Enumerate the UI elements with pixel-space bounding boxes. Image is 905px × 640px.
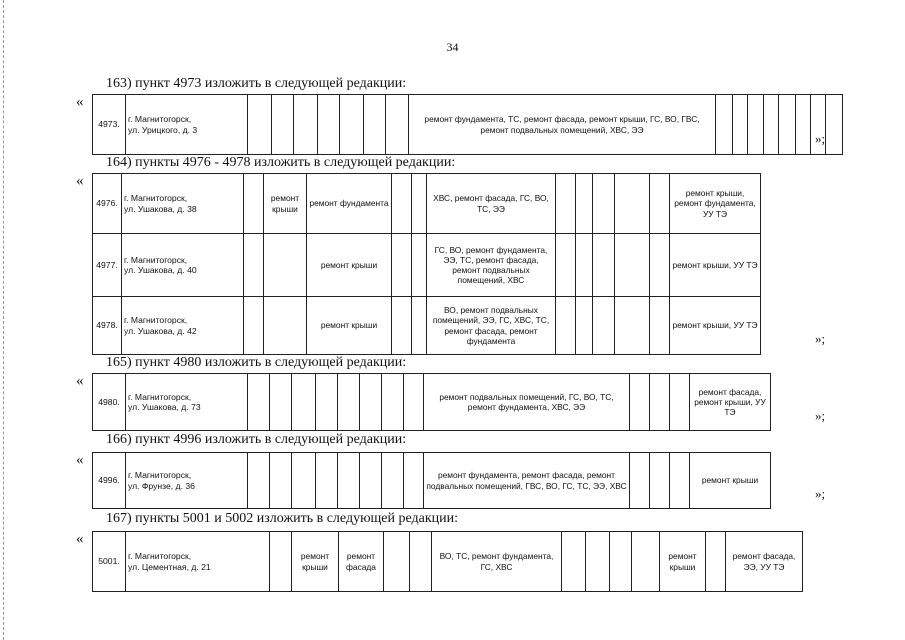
works-cell: ремонт фасада, ремонт крыши, УУ ТЭ bbox=[690, 374, 771, 431]
empty-cell bbox=[248, 453, 270, 509]
empty-cell bbox=[412, 234, 427, 297]
works-cell: ремонт фасада, ЭЭ, УУ ТЭ bbox=[726, 532, 803, 592]
closing-quote: »; bbox=[815, 331, 826, 346]
empty-cell bbox=[318, 95, 340, 155]
empty-cell bbox=[615, 234, 650, 297]
table-row bbox=[93, 174, 761, 234]
empty-cell bbox=[412, 174, 427, 234]
empty-cell bbox=[826, 95, 843, 155]
works-cell: ремонт крыши bbox=[292, 532, 339, 592]
page-number: 34 bbox=[446, 40, 459, 54]
amendment-table-166 bbox=[92, 452, 771, 509]
empty-cell bbox=[764, 95, 779, 155]
empty-cell bbox=[292, 374, 316, 431]
empty-cell bbox=[576, 174, 593, 234]
amendment-table-163 bbox=[92, 94, 843, 155]
empty-cell bbox=[706, 532, 726, 592]
works-cell: ремонт фундамента bbox=[307, 174, 392, 234]
section-heading-163: 163) пункт 4973 изложить в следующей редакции: bbox=[106, 76, 407, 91]
amendment-table-164 bbox=[92, 173, 761, 355]
table-row bbox=[93, 374, 771, 431]
empty-cell bbox=[392, 297, 412, 355]
row-number: 4973. bbox=[93, 95, 126, 155]
empty-cell bbox=[650, 174, 670, 234]
works-cell: ремонт крыши bbox=[307, 297, 392, 355]
empty-cell bbox=[264, 234, 307, 297]
empty-cell bbox=[593, 297, 615, 355]
address-street: ул. Фрунзе, д. 36 bbox=[128, 480, 195, 491]
empty-cell bbox=[360, 453, 382, 509]
table-row bbox=[93, 532, 803, 592]
address-street: ул. Ушакова, д. 38 bbox=[124, 203, 197, 214]
table-row bbox=[93, 234, 761, 297]
table-row bbox=[93, 453, 771, 509]
empty-cell bbox=[270, 453, 292, 509]
address-cell bbox=[122, 297, 244, 355]
empty-cell bbox=[779, 95, 796, 155]
amendment-table-167 bbox=[92, 531, 803, 592]
address-cell bbox=[122, 234, 244, 297]
works-cell: ремонт крыши, ремонт фундамента, УУ ТЭ bbox=[670, 174, 761, 234]
empty-cell bbox=[410, 532, 432, 592]
works-cell: ремонт крыши bbox=[690, 453, 771, 509]
table-row bbox=[93, 95, 843, 155]
empty-cell bbox=[316, 453, 338, 509]
works-cell: ремонт крыши bbox=[660, 532, 706, 592]
address-street: ул. Ушакова, д. 42 bbox=[124, 325, 197, 336]
address-city: г. Магнитогорск, bbox=[128, 391, 192, 402]
works-cell: ремонт крыши bbox=[264, 174, 307, 234]
empty-cell bbox=[630, 453, 650, 509]
row-number: 4977. bbox=[93, 234, 122, 297]
section-heading-165: 165) пункт 4980 изложить в следующей редакции: bbox=[106, 355, 407, 370]
empty-cell bbox=[576, 234, 593, 297]
empty-cell bbox=[670, 453, 690, 509]
empty-cell bbox=[593, 234, 615, 297]
empty-cell bbox=[338, 374, 360, 431]
row-number: 4978. bbox=[93, 297, 122, 355]
address-city: г. Магнитогорск, bbox=[124, 315, 188, 326]
empty-cell bbox=[272, 95, 294, 155]
empty-cell bbox=[716, 95, 733, 155]
section-heading-166: 166) пункт 4996 изложить в следующей редакции: bbox=[106, 432, 407, 447]
empty-cell bbox=[650, 234, 670, 297]
works-cell: ремонт фасада bbox=[339, 532, 384, 592]
empty-cell bbox=[615, 297, 650, 355]
row-number: 4976. bbox=[93, 174, 122, 234]
empty-cell bbox=[796, 95, 811, 155]
address-street: ул. Ушакова, д. 40 bbox=[124, 265, 197, 275]
opening-quote: « bbox=[76, 531, 84, 547]
table-row bbox=[93, 297, 761, 355]
opening-quote: « bbox=[76, 94, 84, 110]
empty-cell bbox=[670, 374, 690, 431]
empty-cell bbox=[650, 453, 670, 509]
address-city: г. Магнитогорск, bbox=[128, 551, 192, 562]
opening-quote: « bbox=[76, 173, 84, 189]
empty-cell bbox=[364, 95, 386, 155]
empty-cell bbox=[556, 174, 576, 234]
empty-cell bbox=[412, 297, 427, 355]
works-cell: ВО, ремонт подвальных помещений, ЭЭ, ГС, ХВС, ТС, ремонт фасада, ремонт фундамента bbox=[427, 297, 556, 355]
empty-cell bbox=[360, 374, 382, 431]
works-cell: ремонт подвальных помещений, ГС, ВО, ТС, ремонт фундамента, ХВС, ЭЭ bbox=[424, 374, 630, 431]
empty-cell bbox=[384, 532, 410, 592]
opening-quote: « bbox=[76, 373, 84, 389]
works-cell: ремонт фундамента, ТС, ремонт фасада, ремонт крыши, ГС, ВО, ГВС, ремонт подвальных помещений, ХВС, ЭЭ bbox=[409, 95, 716, 155]
empty-cell bbox=[562, 532, 586, 592]
empty-cell bbox=[748, 95, 764, 155]
empty-cell bbox=[316, 374, 338, 431]
empty-cell bbox=[294, 95, 318, 155]
address-cell bbox=[126, 453, 248, 509]
row-number: 4996. bbox=[93, 453, 126, 509]
empty-cell bbox=[244, 297, 264, 355]
address-city: г. Магнитогорск, bbox=[124, 193, 188, 204]
page-edge-line bbox=[3, 0, 4, 640]
works-cell: ремонт крыши bbox=[307, 234, 392, 297]
empty-cell bbox=[556, 297, 576, 355]
empty-cell bbox=[244, 234, 264, 297]
works-cell: ремонт фундамента, ремонт фасада, ремонт подвальных помещений, ГВС, ВО, ГС, ТС, ЭЭ, ХВС bbox=[424, 453, 630, 509]
address-street: ул. Ушакова, д. 73 bbox=[128, 402, 201, 412]
closing-quote: »; bbox=[815, 486, 826, 501]
empty-cell bbox=[632, 532, 660, 592]
empty-cell bbox=[382, 374, 404, 431]
empty-cell bbox=[340, 95, 364, 155]
empty-cell bbox=[650, 297, 670, 355]
opening-quote: « bbox=[76, 452, 84, 468]
row-number: 4980. bbox=[93, 374, 126, 431]
row-number: 5001. bbox=[93, 532, 126, 592]
works-cell: ремонт крыши, УУ ТЭ bbox=[670, 234, 761, 297]
section-heading-167: 167) пункты 5001 и 5002 изложить в следующей редакции: bbox=[106, 511, 459, 526]
empty-cell bbox=[392, 174, 412, 234]
works-cell: ХВС, ремонт фасада, ГС, ВО, ТС, ЭЭ bbox=[427, 174, 556, 234]
empty-cell bbox=[586, 532, 610, 592]
address-cell bbox=[126, 95, 248, 155]
empty-cell bbox=[248, 374, 270, 431]
works-cell: ремонт крыши, УУ ТЭ bbox=[670, 297, 761, 355]
address-cell bbox=[126, 374, 248, 431]
empty-cell bbox=[610, 532, 632, 592]
empty-cell bbox=[386, 95, 409, 155]
address-cell bbox=[126, 532, 270, 592]
empty-cell bbox=[615, 174, 650, 234]
empty-cell bbox=[576, 297, 593, 355]
empty-cell bbox=[244, 174, 264, 234]
empty-cell bbox=[392, 234, 412, 297]
address-city: г. Магнитогорск, bbox=[128, 470, 192, 481]
empty-cell bbox=[556, 234, 576, 297]
empty-cell bbox=[292, 453, 316, 509]
empty-cell bbox=[630, 374, 650, 431]
closing-quote: »; bbox=[815, 408, 826, 423]
works-cell: ГС, ВО, ремонт фундамента, ЭЭ, ТС, ремонт фасада, ремонт подвальных помещений, ХВС bbox=[427, 234, 556, 297]
address-city: г. Магнитогорск, bbox=[124, 254, 188, 265]
empty-cell bbox=[264, 297, 307, 355]
empty-cell bbox=[270, 374, 292, 431]
empty-cell bbox=[248, 95, 272, 155]
empty-cell bbox=[270, 532, 292, 592]
empty-cell bbox=[404, 374, 424, 431]
empty-cell bbox=[382, 453, 404, 509]
amendment-table-165 bbox=[92, 373, 771, 431]
address-street: ул. Урицкого, д. 3 bbox=[128, 124, 198, 135]
address-city: г. Магнитогорск, bbox=[128, 114, 192, 125]
address-cell bbox=[122, 174, 244, 234]
works-cell: ВО, ТС, ремонт фундамента, ГС, ХВС bbox=[432, 532, 562, 592]
closing-quote: »; bbox=[815, 131, 826, 146]
section-heading-164: 164) пункты 4976 - 4978 изложить в следующей редакции: bbox=[106, 155, 456, 170]
address-street: ул. Цементная, д. 21 bbox=[128, 561, 211, 572]
empty-cell bbox=[593, 174, 615, 234]
empty-cell bbox=[338, 453, 360, 509]
empty-cell bbox=[650, 374, 670, 431]
empty-cell bbox=[733, 95, 748, 155]
empty-cell bbox=[404, 453, 424, 509]
